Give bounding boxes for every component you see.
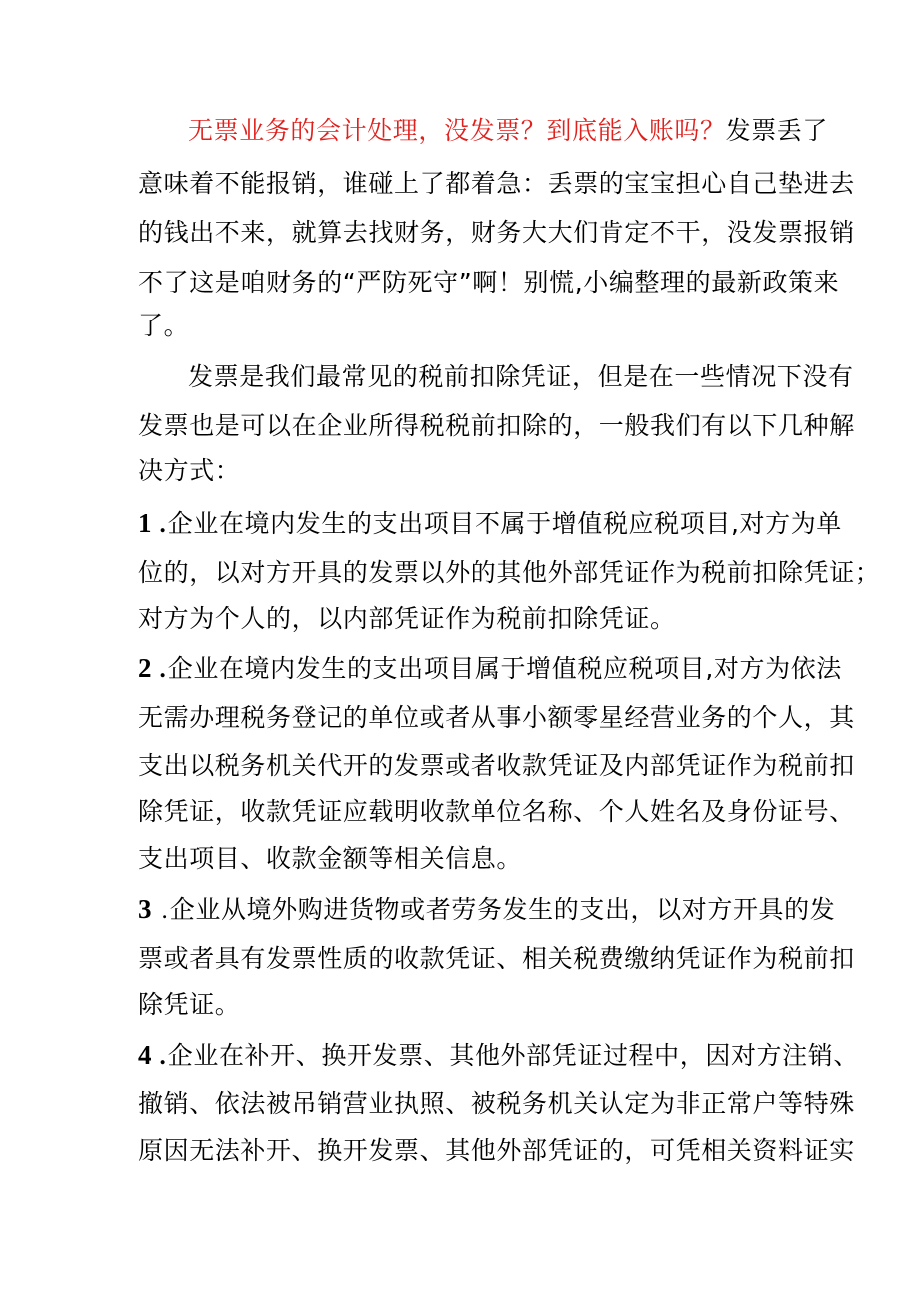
para2-line-3: 决方式： <box>138 456 241 485</box>
para2-line-2: 发票也是可以在企业所得税税前扣除的，一般我们有以下几种解 <box>138 411 855 440</box>
item-2-line-3: 支出以税务机关代开的发票或者收款凭证及内部凭证作为税前扣 <box>138 751 855 780</box>
intro-line-1 <box>188 112 828 150</box>
item-2-line-2: 无需办理税务登记的单位或者从事小额零星经营业务的个人，其 <box>138 703 855 732</box>
para2-line-1: 发票是我们最常见的税前扣除凭证，但是在一些情况下没有 <box>188 362 854 391</box>
item-4-number: 4 <box>138 1040 152 1070</box>
item-1-line-2: 位的，以对方开具的发票以外的其他外部凭证作为税前扣除凭证； <box>138 558 881 587</box>
intro-line-4: 不了这是咱财务的“严防死守”啊！别慌,小编整理的最新政策来 <box>138 268 840 297</box>
item-2-text: 企业在境内发生的支出项目属于增值税应税项目,对方为依法 <box>167 654 842 683</box>
item-4-line-2: 撤销、依法被吊销营业执照、被税务机关认定为非正常户等特殊 <box>138 1089 855 1118</box>
item-2-line-4: 除凭证，收款凭证应载明收款单位名称、个人姓名及身份证号、 <box>138 797 855 826</box>
intro-line-2: 意味着不能报销，谁碰上了都着急：丢票的宝宝担心自己垫进去 <box>138 169 855 198</box>
intro-title: 无票业务的会计处理，没发票？到底能入账吗？ <box>188 116 726 145</box>
item-4-line-3: 原因无法补开、换开发票、其他外部凭证的，可凭相关资料证实 <box>138 1136 855 1165</box>
intro-line-5: 了。 <box>138 311 190 340</box>
item-1-dot: . <box>159 511 166 538</box>
item-1-line-3: 对方为个人的，以内部凭证作为税前扣除凭证。 <box>138 604 676 633</box>
item-2-dot: . <box>159 656 166 683</box>
item-1-number: 1 <box>138 508 152 538</box>
item-3-text: 企业从境外购进货物或者劳务发生的支出，以对方开具的发 <box>169 895 836 924</box>
item-4-dot: . <box>159 1043 166 1070</box>
item-2-line-5: 支出项目、收款金额等相关信息。 <box>138 844 523 873</box>
item-3-line-1 <box>138 890 835 928</box>
item-2-number: 2 <box>138 653 152 683</box>
item-3-number: 3 <box>138 894 152 924</box>
item-2-line-1 <box>138 649 842 687</box>
item-3-dot: . <box>161 897 168 924</box>
item-1-line-1 <box>138 504 842 542</box>
item-3-line-2: 票或者具有发票性质的收款凭证、相关税费缴纳凭证作为税前扣 <box>138 944 855 973</box>
item-4-line-1 <box>138 1036 859 1074</box>
item-4-text: 企业在补开、换开发票、其他外部凭证过程中，因对方注销、 <box>167 1041 859 1070</box>
intro-line-1-rest: 发票丢了 <box>725 116 829 145</box>
intro-line-3: 的钱出不来，就算去找财务，财务大大们肯定不干，没发票报销 <box>138 218 855 247</box>
item-1-text: 企业在境内发生的支出项目不属于增值税应税项目,对方为单 <box>167 509 842 538</box>
item-3-line-3: 除凭证。 <box>138 990 241 1019</box>
